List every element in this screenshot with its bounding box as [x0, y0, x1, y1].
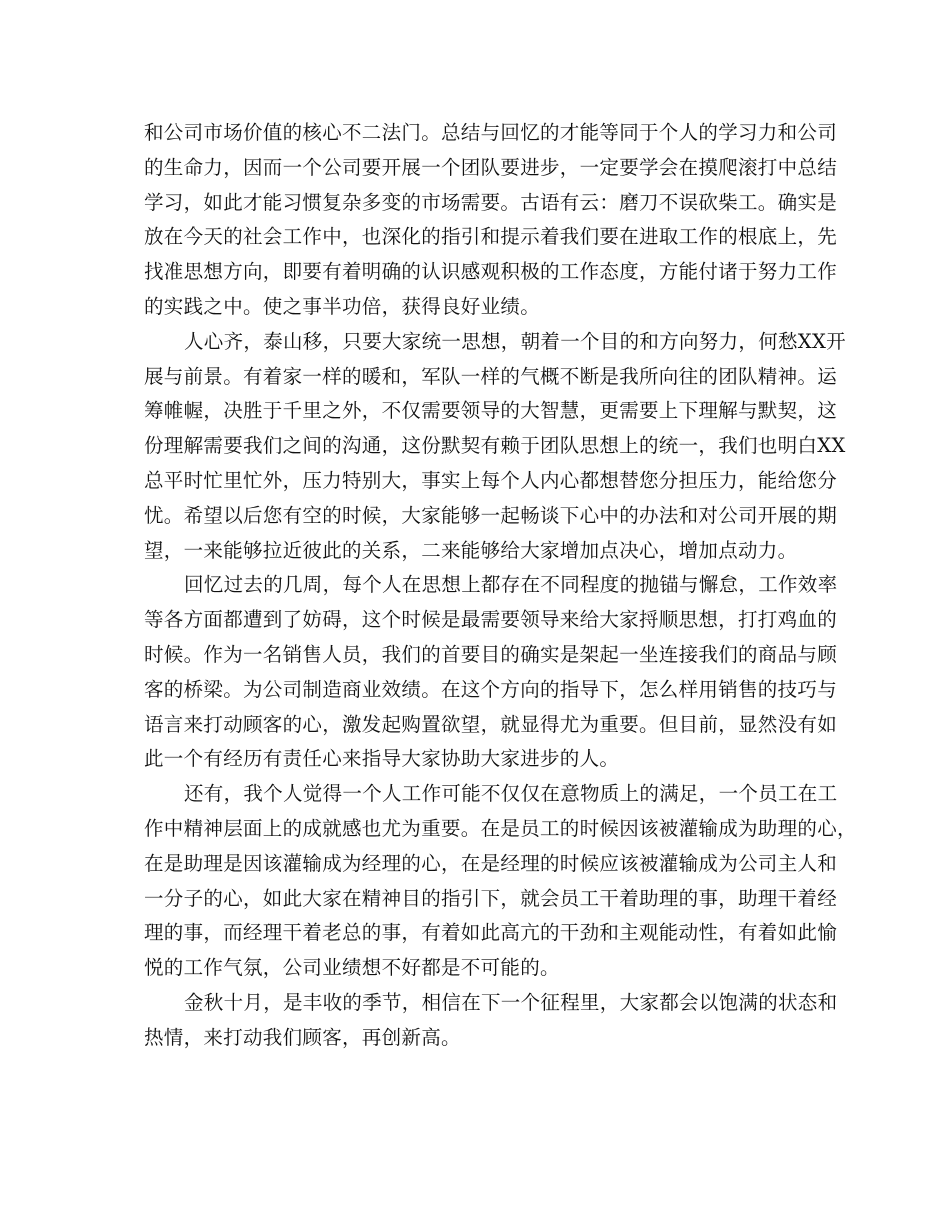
- text-line: 的生命力，因而一个公司要开展一个团队要进步，一定要学会在摸爬滚打中总结: [144, 155, 838, 179]
- text-line: 在是助理是因该灌输成为经理的心，在是经理的时候应该被灌输成为公司主人和: [144, 851, 838, 875]
- text-line: 学习，如此才能习惯复杂多变的市场需要。古语有云：磨刀不误砍柴工。确实是: [144, 190, 838, 214]
- text-line: 和公司市场价值的核心不二法门。总结与回忆的才能等同于个人的学习力和公司: [144, 121, 838, 144]
- text-line: 人心齐，泰山移，只要大家统一思想，朝着一个目的和方向努力，何愁XX开: [184, 329, 846, 353]
- paragraph-1: [144, 116, 838, 325]
- text-line: 等各方面都遭到了妨碍，这个时候是最需要领导来给大家捋顺思想，打打鸡血的: [144, 608, 838, 632]
- text-line: 放在今天的社会工作中，也深化的指引和提示着我们要在进取工作的根底上，先: [144, 225, 838, 249]
- text-line: 一分子的心，如此大家在精神目的指引下，就会员工干着助理的事，助理干着经: [144, 886, 838, 910]
- text-line: 还有，我个人觉得一个人工作可能不仅仅在意物质上的满足，一个员工在工: [184, 782, 838, 806]
- text-line: 筹帷幄，决胜于千里之外，不仅需要领导的大智慧，更需要上下理解与默契，这: [144, 399, 838, 423]
- text-line: 金秋十月，是丰收的季节，相信在下一个征程里，大家都会以饱满的状态和: [184, 990, 838, 1014]
- text-line: 此一个有经历有责任心来指导大家协助大家进步的人。: [144, 747, 620, 771]
- text-line: 理的事，而经理干着老总的事，有着如此高亢的干劲和主观能动性，有着如此愉: [144, 921, 838, 945]
- text-line: 望，一来能够拉近彼此的关系，二来能够给大家增加点决心，增加点动力。: [144, 538, 798, 562]
- paragraph-5: [144, 986, 838, 1056]
- text-line: 的实践之中。使之事半功倍，获得良好业绩。: [144, 294, 541, 318]
- paragraph-4: [144, 777, 857, 986]
- paragraph-3: [144, 568, 838, 777]
- text-line: 语言来打动顾客的心，激发起购置欲望，就显得尤为重要。但目前，显然没有如: [144, 712, 838, 736]
- text-line: 份理解需要我们之间的沟通，这份默契有赖于团队思想上的统一，我们也明白XX: [144, 434, 846, 458]
- text-line: 总平时忙里忙外，压力特别大，事实上每个人内心都想替您分担压力，能给您分: [144, 468, 838, 492]
- text-line: 时候。作为一名销售人员，我们的首要目的确实是架起一坐连接我们的商品与顾: [144, 642, 838, 666]
- document-body: [144, 116, 857, 1056]
- text-line: 找准思想方向，即要有着明确的认识感观积极的工作态度，方能付诸于努力工作: [144, 260, 838, 284]
- text-line: 热情，来打动我们顾客，再创新高。: [144, 1025, 461, 1049]
- text-line: 忧。希望以后您有空的时候，大家能够一起畅谈下心中的办法和对公司开展的期: [144, 503, 838, 527]
- paragraph-2: [144, 325, 846, 569]
- text-line: 展与前景。有着家一样的暖和，军队一样的气概不断是我所向往的团队精神。运: [144, 364, 838, 388]
- text-line: 悦的工作气氛，公司业绩想不好都是不可能的。: [144, 956, 560, 980]
- text-line: 回忆过去的几周，每个人在思想上都存在不同程度的抛锚与懈怠，工作效率: [184, 573, 838, 597]
- text-line: 客的桥梁。为公司制造商业效绩。在这个方向的指导下，怎么样用销售的技巧与: [144, 677, 838, 701]
- text-line: 作中精神层面上的成就感也尤为重要。在是员工的时候因该被灌输成为助理的心，: [144, 816, 857, 840]
